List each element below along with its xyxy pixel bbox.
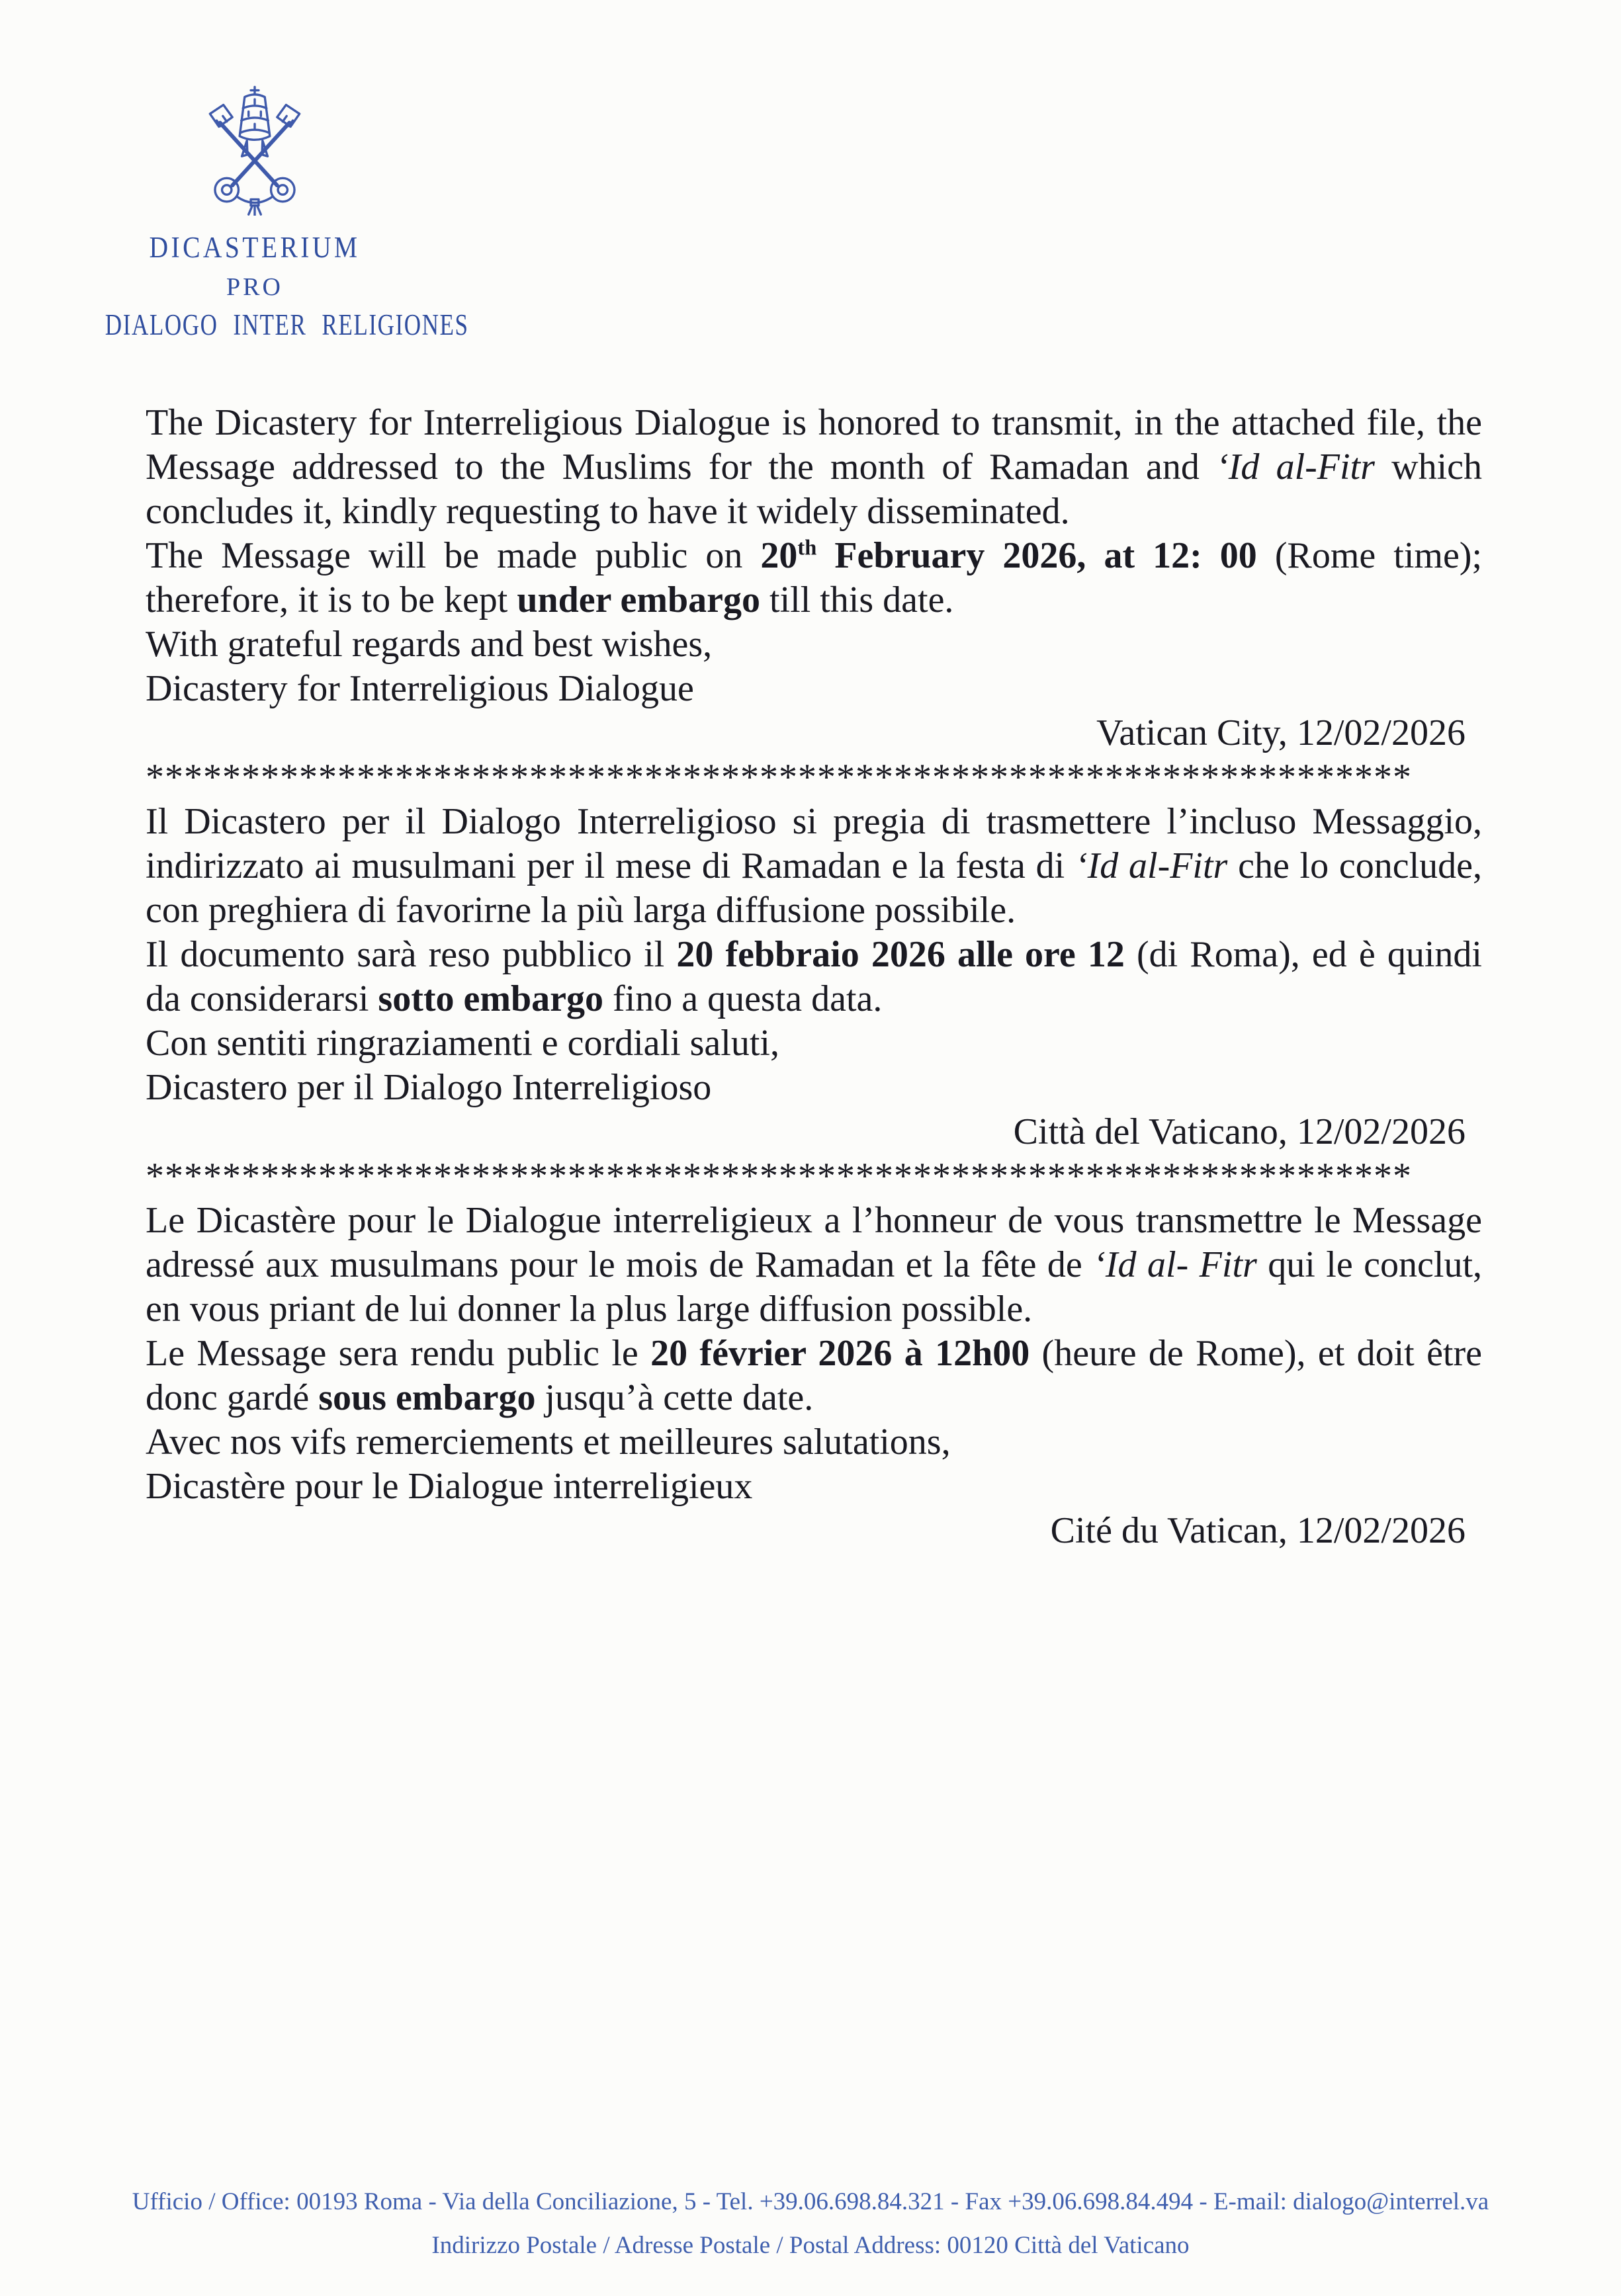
letterhead <box>63 85 469 341</box>
letterhead-line-dicasterium: DICASTERIUM <box>149 231 361 264</box>
vatican-keys-tiara-emblem <box>193 85 316 216</box>
section-french <box>146 1199 1482 1553</box>
it-dateline: Città del Vaticano, 12/02/2026 <box>1013 1111 1466 1152</box>
footer-office-line: Ufficio / Office: 00193 Roma - Via della Conciliazione, 5 - Tel. +39.06.698.84.321 - Fax +39.06.698.84.494 - E-mail: dialogo@interrel.va <box>132 2188 1489 2215</box>
fr-paragraph-1: Le Dicastère pour le Dialogue interreligieux a l’honneur de vous transmettre le Message adressé aux musulmans pour le mois de Ramadan et la fête de ‘Id al- Fitr qui le conclut, en vous priant de lui donner la plus large diffusion possible. <box>146 1200 1483 1330</box>
fr-dateline: Cité du Vatican, 12/02/2026 <box>1050 1510 1466 1551</box>
papal-tiara <box>240 87 270 156</box>
letter-footer <box>0 2180 1621 2268</box>
en-dateline: Vatican City, 12/02/2026 <box>1096 712 1466 753</box>
cord-tassel <box>237 196 273 216</box>
letterhead-line-pro: PRO <box>226 273 283 301</box>
en-paragraph-1: The Dicastery for Interreligious Dialogue is honored to transmit, in the attached file, the Message addressed to the Muslims for the month of Ramadan and ‘Id al-Fitr which concludes it, kindly requesting to have it widely disseminated. <box>146 402 1483 532</box>
fr-paragraph-2: Le Message sera rendu public le 20 février 2026 à 12h00 (heure de Rome), et doit être donc gardé sous embargo jusqu’à cette date. <box>146 1333 1482 1418</box>
asterisk-separator-1: ****************************************************************** <box>146 757 1412 798</box>
en-signature: Dicastery for Interreligious Dialogue <box>146 668 694 709</box>
section-english <box>146 401 1482 755</box>
fr-closing: Avec nos vifs remerciements et meilleures salutations, <box>146 1422 951 1463</box>
fr-signature: Dicastère pour le Dialogue interreligieux <box>146 1466 753 1507</box>
asterisk-separator-2: ****************************************************************** <box>146 1156 1412 1197</box>
letterhead-line-dialogo: DIALOGO INTER RELIGIONES <box>105 308 469 341</box>
en-paragraph-2: The Message will be made public on 20th February 2026, at 12: 00 (Rome time); therefore, it is to be kept under embargo till this date. <box>146 535 1483 620</box>
footer-postal-line: Indirizzo Postale / Adresse Postale / Postal Address: 00120 Città del Vaticano <box>431 2232 1190 2259</box>
en-closing: With grateful regards and best wishes, <box>146 624 713 665</box>
it-signature: Dicastero per il Dialogo Interreligioso <box>146 1067 712 1108</box>
it-closing: Con sentiti ringraziamenti e cordiali saluti, <box>146 1023 779 1064</box>
letter-body <box>146 401 1482 1553</box>
section-italian <box>146 800 1482 1154</box>
it-paragraph-2: Il documento sarà reso pubblico il 20 febbraio 2026 alle ore 12 (di Roma), ed è quindi da considerarsi sotto embargo fino a questa data. <box>146 934 1482 1019</box>
it-paragraph-1: Il Dicastero per il Dialogo Interreligioso si pregia di trasmettere l’incluso Messaggio, indirizzato ai musulmani per il mese di Ramadan e la festa di ‘Id al-Fitr che lo conclude, con preghiera di favorirne la più larga diffusione possibile. <box>146 801 1482 931</box>
